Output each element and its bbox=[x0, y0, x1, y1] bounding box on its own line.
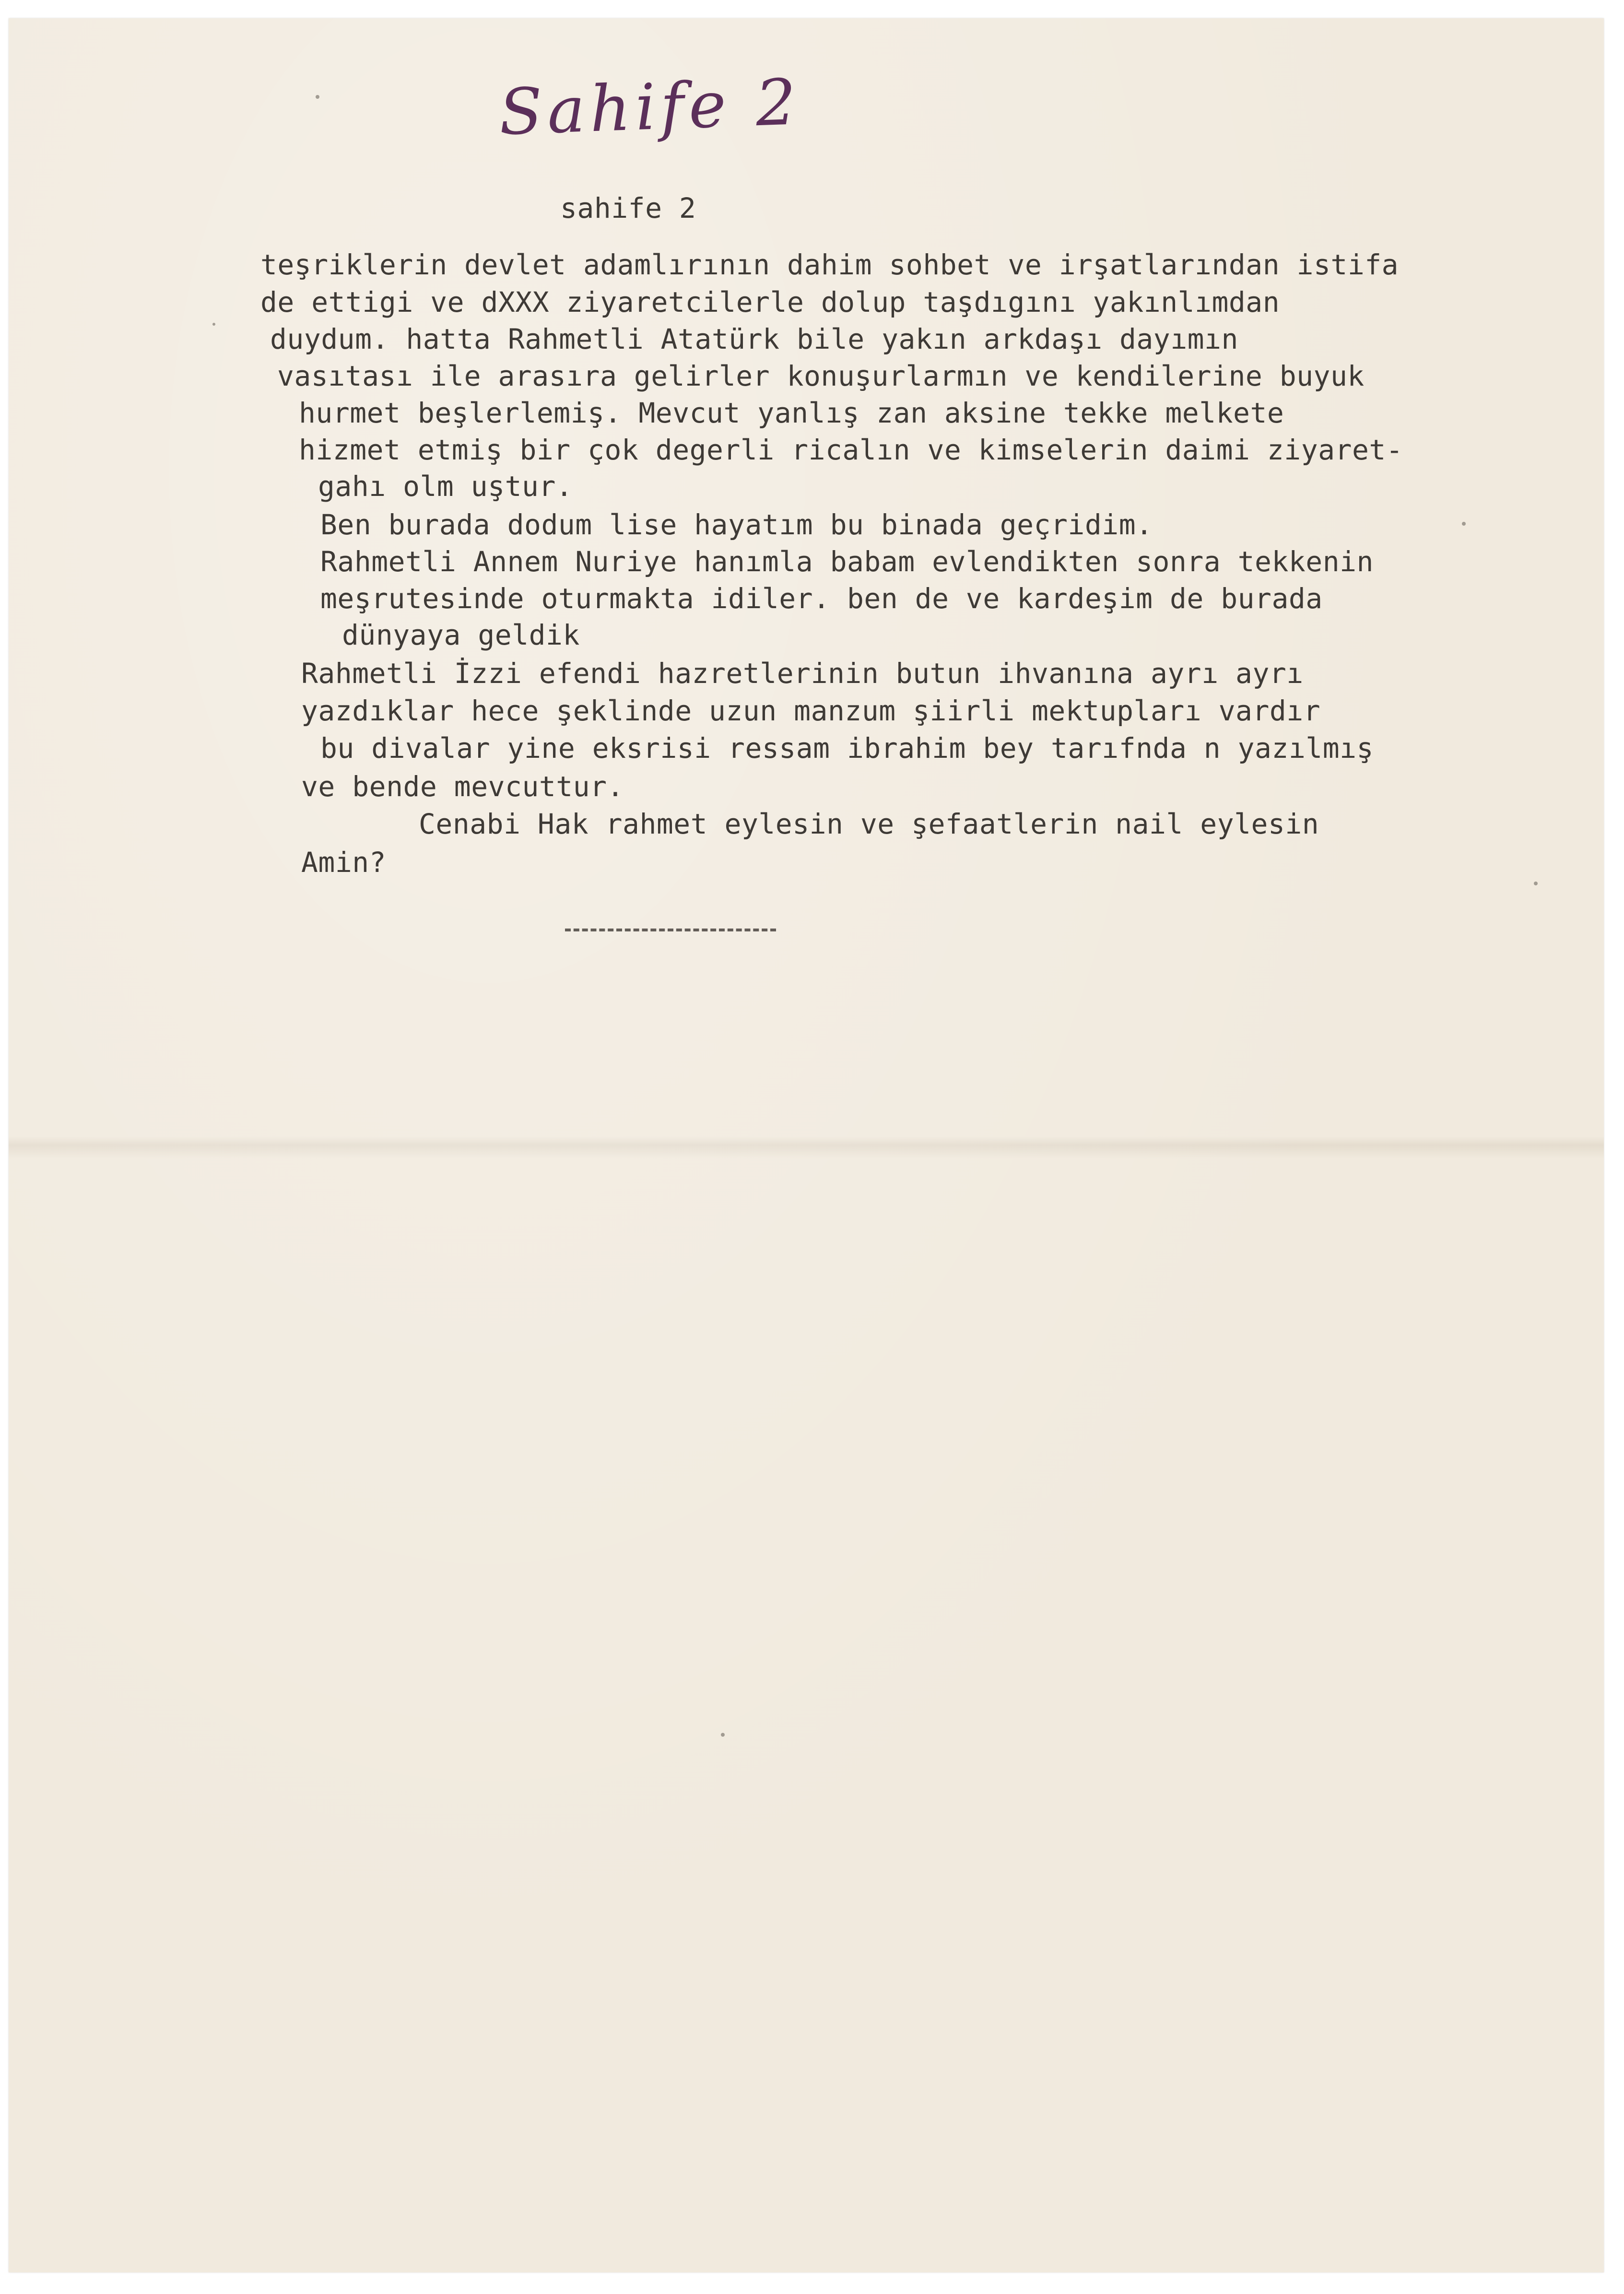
text-line: meşrutesinde oturmakta idiler. ben de ve kardeşim de burada bbox=[320, 582, 1323, 615]
typewritten-letter-page bbox=[9, 18, 1604, 2272]
text-line: gahı olm uştur. bbox=[318, 470, 573, 503]
typed-page-label: sahife 2 bbox=[560, 192, 696, 224]
text-line: Rahmetli İzzi efendi hazretlerinin butun ihvanına ayrı ayrı bbox=[301, 657, 1304, 690]
text-line: dünyaya geldik bbox=[342, 619, 580, 651]
text-line: Amin? bbox=[301, 846, 387, 879]
text-line: de ettigi ve dXXX ziyaretcilerle dolup taşdıgını yakınlımdan bbox=[260, 286, 1280, 318]
text-line: hurmet beşlerlemiş. Mevcut yanlış zan aksine tekke melkete bbox=[299, 397, 1284, 429]
closing-dashed-rule bbox=[565, 929, 776, 931]
text-line: hizmet etmiş bir çok degerli ricalın ve kimselerin daimi ziyaret- bbox=[299, 434, 1403, 466]
text-line: Ben burada dodum lise hayatım bu binada geçridim. bbox=[320, 508, 1153, 541]
paper-speck bbox=[721, 1733, 725, 1737]
text-line: ve bende mevcuttur. bbox=[301, 770, 624, 803]
text-line: Cenabi Hak rahmet eylesin ve şefaatlerin nail eylesin bbox=[419, 808, 1319, 840]
text-line: duydum. hatta Rahmetli Atatürk bile yakın arkdaşı dayımın bbox=[270, 323, 1238, 355]
text-line: bu divalar yine eksrisi ressam ibrahim bey tarıfnda n yazılmış bbox=[320, 732, 1374, 765]
paper-speck bbox=[316, 95, 319, 99]
text-line: teşriklerin devlet adamlırının dahim sohbet ve irşatlarından istifa bbox=[260, 248, 1399, 281]
text-line: Rahmetli Annem Nuriye hanımla babam evlendikten sonra tekkenin bbox=[320, 545, 1374, 578]
handwritten-page-number: Sahife 2 bbox=[498, 65, 802, 150]
paper-speck bbox=[212, 323, 215, 326]
paper-speck bbox=[1462, 522, 1466, 526]
text-line: yazdıklar hece şeklinde uzun manzum şiirli mektupları vardır bbox=[301, 694, 1321, 727]
text-line: vasıtası ile arasıra gelirler konuşurlarmın ve kendilerine buyuk bbox=[277, 360, 1365, 392]
paper-speck bbox=[1534, 882, 1538, 885]
